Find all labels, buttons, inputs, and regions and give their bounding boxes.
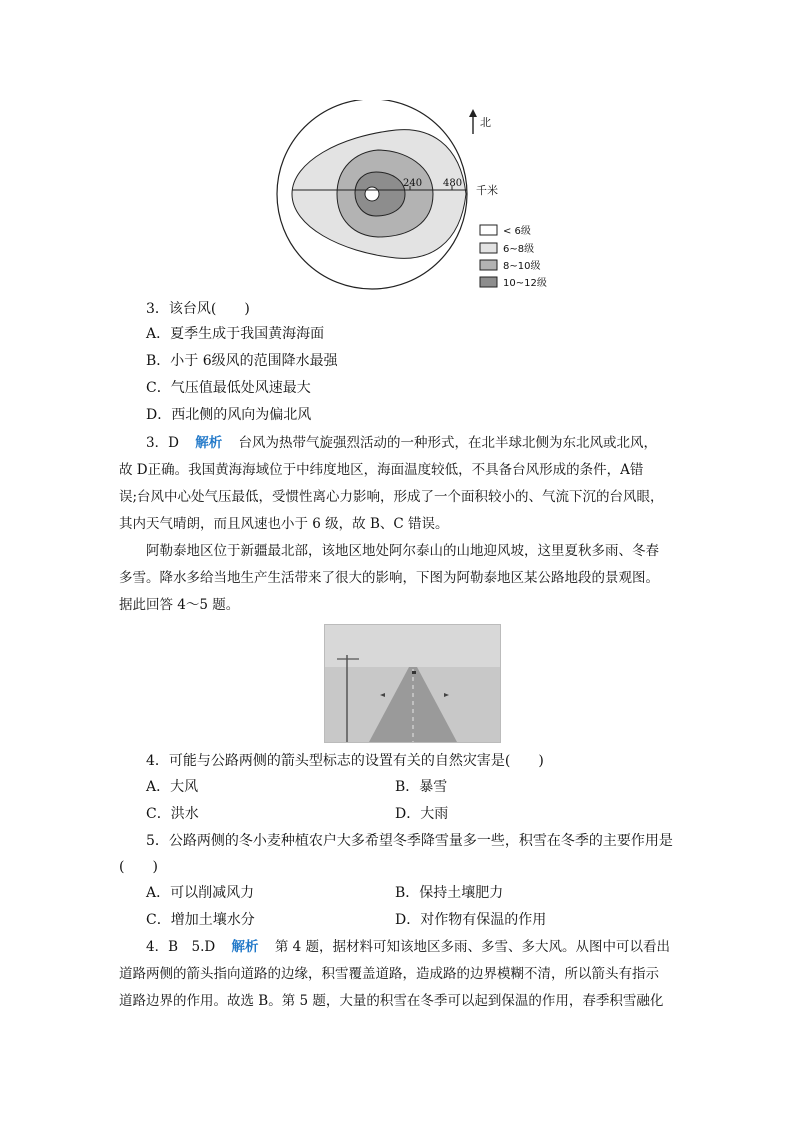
material-line3: 据此回答 4～5 题。 [119,597,240,613]
q5-option-a: A．可以削减风力 [146,885,255,901]
legend-label-8-10: 8~10级 [503,261,541,272]
legend [480,225,547,289]
q5-option-d: D．对作物有保温的作用 [395,912,547,928]
ans45-line3: 道路边界的作用。故选 B。第 5 题，大量的积雪在冬季可以起到保温的作用，春季积雪融化 [119,993,664,1009]
ans3-line3: 误;台风中心处气压最低，受惯性离心力影响，形成了一个面积较小的、气流下沉的台风眼， [119,489,664,505]
north-arrow-icon [469,109,477,117]
q3-option-b: B．小于 6级风的范围降水最强 [146,353,338,369]
ans3-analysis-tag: 解析 [195,435,223,451]
ans45-text1: 第 4 题，据材料可知该地区多雨、多雪、多大风。从图中可以看出 [274,939,670,955]
typhoon-eye [365,187,379,201]
legend-label-6-8: 6~8级 [503,244,535,255]
tick-480-label: 480 [443,178,463,189]
ans3-line4: 其内天气晴朗，而且风速也小于 6 级，故 B、C 错误。 [119,516,449,532]
q5-option-b: B．保持土壤肥力 [395,885,504,901]
material-line1: 阿勒泰地区位于新疆最北部，该地区地处阿尔泰山的山地迎风坡，这里夏秋多雨、冬春 [146,543,659,559]
q3-option-d: D．西北侧的风向为偏北风 [146,407,312,423]
q5-stem-line1: 5．公路两侧的冬小麦种植农户大多希望冬季降雪量多一些，积雪在冬季的主要作用是 [146,833,673,849]
q3-option-a: A．夏季生成于我国黄海海面 [146,326,325,342]
zone-10-12 [355,172,405,216]
q4-option-d: D．大雨 [395,806,449,822]
q4-option-b: B．暴雪 [395,779,448,795]
ans3-number: 3．D [146,435,179,451]
ans45-analysis-tag: 解析 [231,939,259,955]
q3-option-c: C．气压值最低处风速最大 [146,380,311,396]
ans3-line2: 故 D正确。我国黄海海域位于中纬度地区，海面温度较低，不具备台风形成的条件，A错 [119,462,644,478]
legend-swatch-8-10 [480,260,497,270]
road-landscape-photo [324,624,501,743]
legend-swatch-6-8 [480,243,497,253]
ans3-line1 [146,433,657,453]
typhoon-diagram [270,100,570,300]
unit-label: 千米 [476,184,498,197]
north-label: 北 [480,116,491,129]
ans45-number: 4．B 5.D [146,939,216,955]
q4-option-c: C．洪水 [146,806,199,822]
ans3-text1: 台风为热带气旋强烈活动的一种形式，在北半球北侧为东北风或北风， [238,435,658,451]
legend-swatch-lt6 [480,225,497,235]
tick-240-label: 240 [403,178,423,189]
q5-option-c: C．增加土壤水分 [146,912,255,928]
ans45-line1 [146,937,670,957]
q3-stem: 3．该台风( ) [146,301,250,317]
legend-label-10-12: 10~12级 [503,278,547,289]
q4-option-a: A．大风 [146,779,199,795]
ans45-line2: 道路两侧的箭头指向道路的边缘，积雪覆盖道路，造成路的边界模糊不清，所以箭头有指示 [119,966,659,982]
legend-label-lt6: < 6级 [503,226,531,237]
material-line2: 多雪。降水多给当地生产生活带来了很大的影响，下图为阿勒泰地区某公路地段的景观图。 [119,570,659,586]
road-scene [325,625,500,742]
q4-stem: 4．可能与公路两侧的箭头型标志的设置有关的自然灾害是( ) [146,753,544,769]
legend-swatch-10-12 [480,277,497,287]
q5-stem-line2: ( ) [119,859,158,875]
